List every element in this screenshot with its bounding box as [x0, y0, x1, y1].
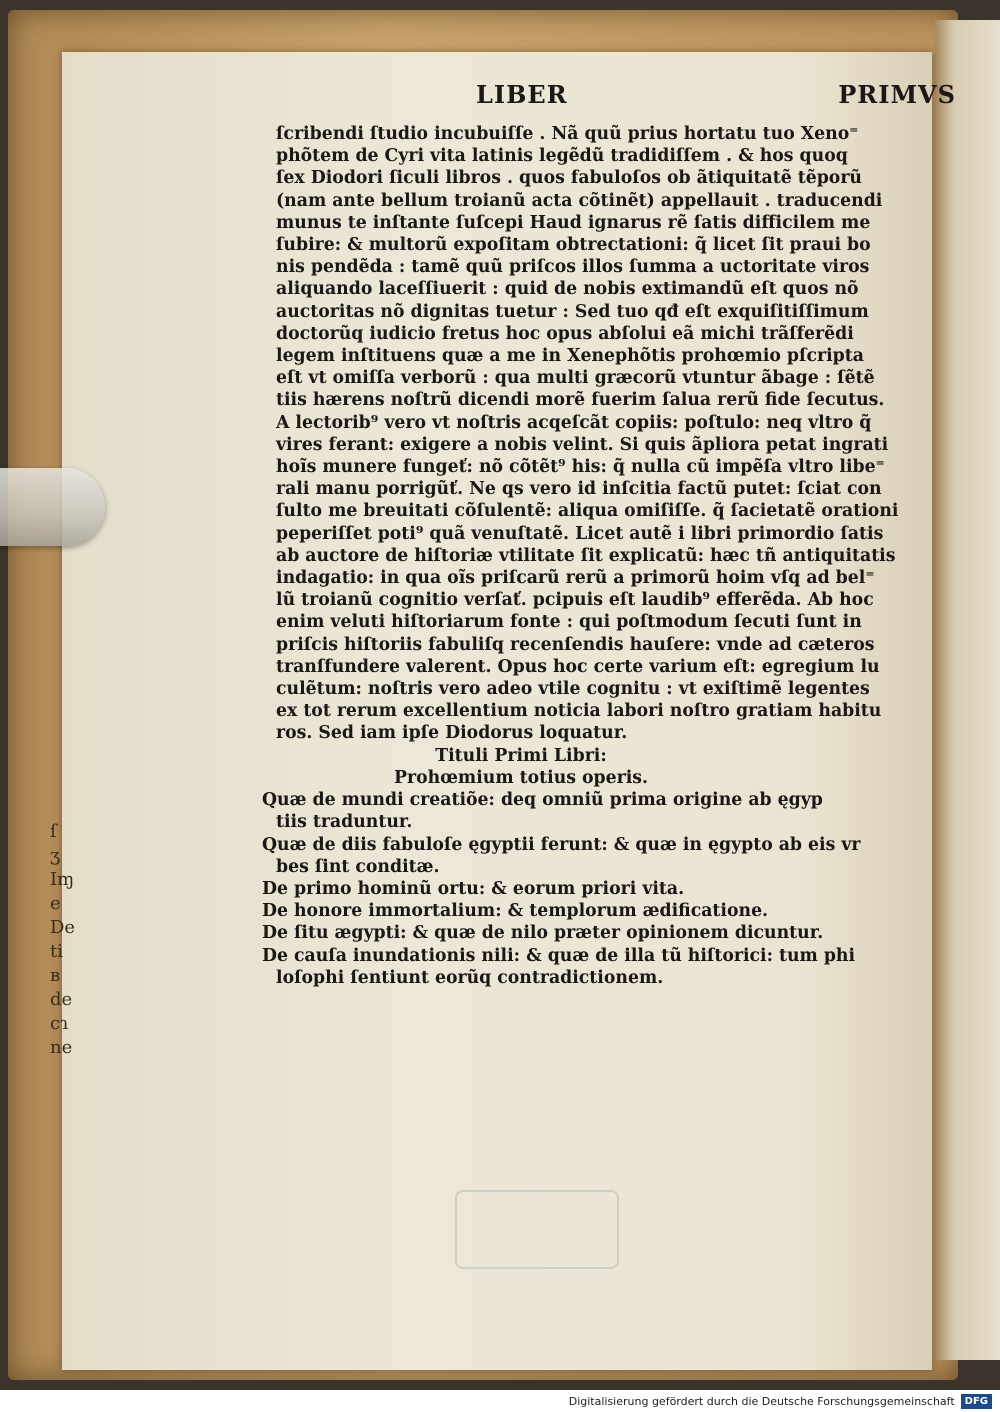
- page-text-block: [262, 80, 956, 989]
- facing-letter: ne: [50, 1037, 73, 1058]
- facing-page-letters: [50, 820, 75, 1060]
- text-line: priſcis hiſtoriis fabuliſq recenſendis hauſere: vnde ad cæteros: [276, 634, 875, 655]
- text-line: ros. Sed iam ipſe Diodorus loquatur.: [276, 723, 628, 744]
- page-clip-holder: [0, 468, 105, 546]
- text-line: ſubire: & multorũ expoſitam obtrectationi: q̃ licet ſit praui bo: [276, 235, 871, 256]
- text-line: enim veluti hiſtoriarum fonte : qui poſtmodum ſecuti ſunt in: [276, 612, 862, 633]
- title-entry: bes ſint conditæ.: [276, 856, 440, 877]
- text-line: eſt vt omiſſa verborũ : qua multi græcorũ vtuntur ãbage : ſẽtẽ: [276, 368, 875, 389]
- proem-heading: Prohœmium totius operis.: [393, 767, 649, 788]
- text-line: peperiſſet poti⁹ quã venuſtatẽ. Licet autẽ i libri primordio ſatis: [276, 523, 884, 544]
- title-entry: Quæ de mundi creatiõe: deq omniũ prima origine ab ęgyp: [262, 790, 823, 811]
- text-line: culẽtum: noſtris vero adeo vtile cognitu : vt exiſtimẽ legentes: [276, 679, 870, 700]
- text-line: (nam ante bellum troianũ acta cõtinẽt) appellauit . traducendi: [276, 190, 883, 211]
- text-line: ab auctore de hiſtoriæ vtilitate ſit explicatũ: hæc tñ antiquitatis: [276, 545, 896, 566]
- text-line: indagatio: in qua oĩs priſcarũ rerũ a primorũ hoim vſq ad bel⁼: [276, 568, 875, 589]
- title-entry: De ſitu ægypti: & quæ de nilo præter opinionem dicuntur.: [262, 923, 824, 944]
- text-line: legem inſtituens quæ a me in Xenephõtis prohœmio pſcripta: [276, 346, 864, 367]
- text-line: lũ troianũ cognitio verſať. pcipuis eſt laudib⁹ efferẽda. Ab hoc: [276, 590, 874, 611]
- library-stamp: [455, 1190, 619, 1269]
- titles-heading: Tituli Primi Libri:: [435, 745, 607, 766]
- running-head: [476, 80, 956, 109]
- text-line: ex tot rerum excellentium noticia labori noſtro gratiam habitu: [276, 701, 882, 722]
- text-line: rali manu porrigũť. Ne qs vero id inſcitia factũ putet: ſciat con: [276, 479, 882, 500]
- text-line: ſex Diodori ſiculi libros . quos fabuloſos ob ãtiquitatẽ tẽporũ: [276, 168, 862, 189]
- text-line: phõtem de Cyri vita latinis legẽdũ tradidiſſem . & hos quoq: [276, 146, 848, 167]
- text-line: vires ferant: exigere a nobis velint. Si quis ãpliora petat ingrati: [276, 434, 889, 455]
- running-head-left: LIBER: [476, 80, 568, 109]
- facing-letter: Iɱ: [50, 869, 75, 890]
- title-entry: De primo hominũ ortu: & eorum priori vita.: [262, 878, 685, 899]
- facing-letter: de: [50, 989, 73, 1010]
- text-line: munus te inſtante ſuſcepi Haud ignarus rẽ ſatis difficilem me: [276, 212, 871, 233]
- text-line: A lectorib⁹ vero vt noſtris acqeſcãt copiis: poſtulo: neq vltro q̃: [276, 412, 872, 433]
- text-line: aliquando laceſſiuerit : quid de nobis extimandũ eſt quos nõ: [276, 279, 859, 300]
- facing-letter: De: [50, 917, 76, 938]
- text-line: nis pendẽda : tamẽ quũ priſcos illos ſumma a uctoritate viros: [276, 257, 870, 278]
- facing-letter: ti: [50, 941, 63, 962]
- title-entry: loſophi ſentiunt eorũq contradictionem.: [276, 967, 664, 988]
- text-line: doctorũq iudicio fretus hoc opus abſolui eã michi trãſferẽdi: [276, 323, 854, 344]
- title-entry: De cauſa inundationis nili: & quæ de illa tũ hiſtorici: tum phi: [262, 945, 856, 966]
- digitization-footer: [0, 1390, 1000, 1412]
- title-entry: Quæ de diis fabuloſe ęgyptii ferunt: & quæ in ęgypto ab eis vr: [262, 834, 861, 855]
- facing-letter: ʒ: [50, 845, 61, 866]
- facing-letter: ʙ: [50, 965, 61, 986]
- dfg-logo: DFG: [961, 1394, 992, 1409]
- facing-letter: ſ: [50, 821, 57, 842]
- funding-credit: Digitalisierung gefördert durch die Deutsche Forschungsgemeinschaft: [568, 1394, 955, 1408]
- text-line: auctoritas nõ dignitas tuetur : Sed tuo qđ eſt exquiſitiſſimum: [276, 301, 869, 322]
- text-line: tiis hærens noſtrũ dicendi morẽ fuerim ſalua rerũ fide ſecutus.: [276, 390, 885, 411]
- facing-page-edge: [935, 20, 1000, 1360]
- text-line: ſulto me breuitati cõſulentẽ: aliqua omiſiſſe. q̃ ſacietatẽ orationi: [276, 501, 899, 522]
- body-text: [262, 123, 899, 989]
- title-entry: tiis traduntur.: [276, 812, 413, 833]
- running-head-right: PRIMVS: [838, 80, 956, 109]
- text-line: ſcribendi ſtudio incubuiſſe . Nã quũ prius hortatu tuo Xeno⁼: [276, 124, 859, 144]
- text-line: hoĩs munere fungeť: nõ cõtẽt⁹ his: q̃ nulla cũ impẽſa vltro libe⁼: [276, 457, 885, 478]
- facing-letter: e: [50, 893, 61, 914]
- text-line: tranſfundere valerent. Opus hoc certe varium eſt: egregium lu: [276, 656, 880, 677]
- title-entry: De honore immortalium: & templorum ædificatione.: [262, 901, 769, 922]
- facing-letter: cɿ: [50, 1013, 69, 1034]
